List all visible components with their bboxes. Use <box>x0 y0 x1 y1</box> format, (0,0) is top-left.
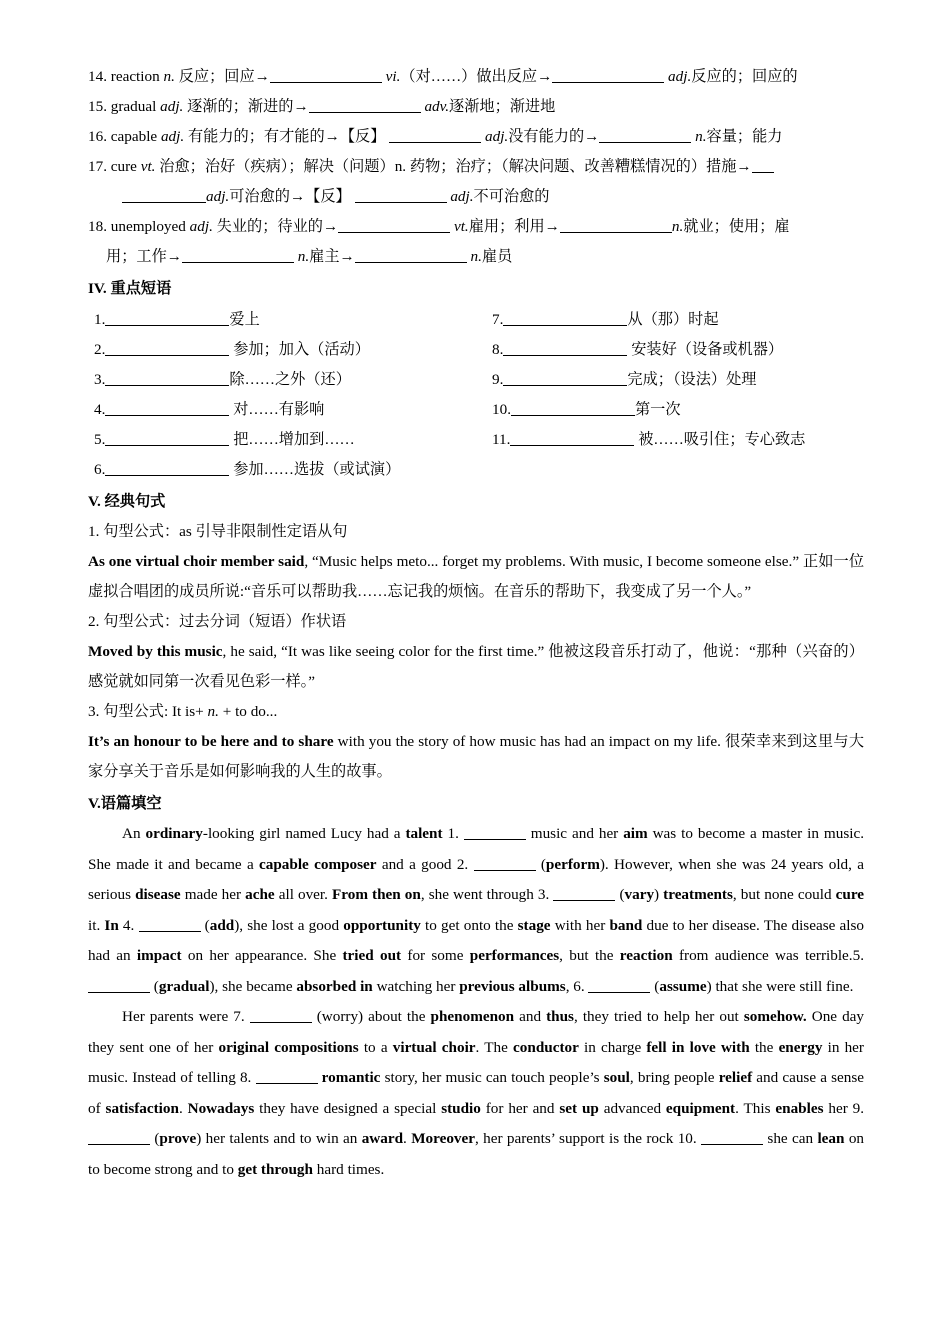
pos-tag: adj. <box>206 188 230 205</box>
cloze-keyword: disease <box>135 886 181 903</box>
answer-blank[interactable] <box>338 219 450 233</box>
headword: unemployed <box>110 218 186 235</box>
answer-blank[interactable] <box>309 99 421 113</box>
cloze-text: was to become a master in music. She made it and became a <box>88 825 864 873</box>
phrase-meaning: 第一次 <box>634 401 681 418</box>
cloze-keyword: treatments <box>663 886 733 903</box>
cloze-keyword: satisfaction <box>105 1099 179 1117</box>
cloze-blank[interactable] <box>553 887 615 901</box>
cloze-keyword: soul <box>603 1069 630 1086</box>
headword: gradual <box>110 98 157 115</box>
phrase-blank[interactable] <box>503 342 627 356</box>
pattern-example-3 <box>88 727 864 787</box>
cloze-keyword: impact <box>136 947 182 964</box>
cloze-text: ( <box>650 977 660 995</box>
phrase-row <box>94 455 494 485</box>
cloze-keyword: In <box>104 916 119 934</box>
cloze-text: . <box>178 1099 188 1117</box>
phrase-blank[interactable] <box>105 432 229 446</box>
cloze-text: it. <box>88 916 105 934</box>
cloze-text: for her and <box>480 1099 560 1117</box>
pattern-formula-1: 1. 句型公式：as 引导非限制性定语从句 <box>88 523 348 540</box>
gloss: 没有能力的→ <box>508 128 600 145</box>
cloze-text: hard times. <box>312 1160 385 1178</box>
phrase-meaning: 安装好（设备或机器） <box>631 341 784 358</box>
cloze-text: made her <box>180 886 246 903</box>
pattern-english: with you the story of how music has had an impact on my life. <box>333 733 726 750</box>
phrases-section <box>88 305 864 485</box>
pattern-english: , he said, “It was like seeing color for the first time.” <box>222 643 549 660</box>
cloze-text: in her music. Instead of telling 8. <box>88 1038 864 1086</box>
formula-suffix: + to do... <box>218 703 278 720</box>
formula-pos-tag: n. <box>207 703 219 720</box>
pattern-bold-lead: As one virtual choir member said <box>88 553 305 570</box>
cloze-text: , 6. <box>565 977 589 995</box>
cloze-blank[interactable] <box>464 826 526 840</box>
cloze-paragraph-2 <box>88 1002 864 1185</box>
cloze-text: story, her music can touch people’s <box>380 1069 604 1086</box>
cloze-keyword: equipment <box>665 1099 736 1117</box>
cloze-keyword: stage <box>517 916 551 934</box>
cloze-text: to a <box>358 1038 393 1056</box>
gloss: 失业的；待业的→ <box>216 218 339 235</box>
phrase-row <box>94 365 494 395</box>
cloze-text: ), she became <box>209 977 297 995</box>
answer-blank[interactable] <box>599 129 691 143</box>
cloze-text: 1. <box>442 825 464 842</box>
pattern-bold-lead: Moved by this music <box>88 643 223 660</box>
cloze-keyword: thus <box>546 1008 574 1025</box>
cloze-keyword: romantic <box>321 1069 381 1086</box>
pattern-example-2 <box>88 637 864 697</box>
cloze-keyword: capable composer <box>259 855 377 873</box>
phrase-meaning: 从（那）时起 <box>627 311 719 328</box>
cloze-keyword: previous albums <box>459 977 566 995</box>
phrase-blank[interactable] <box>511 402 635 416</box>
item-number: 17. <box>88 158 107 175</box>
cloze-text: on her appearance. She <box>181 947 343 964</box>
cloze-text: on to become strong and to <box>88 1130 865 1178</box>
phrase-number: 8. <box>492 341 504 358</box>
gloss: 逐渐地；渐进地 <box>449 98 556 115</box>
cloze-keyword: lean <box>817 1130 845 1147</box>
phrase-meaning: 除……之外（还） <box>229 371 351 388</box>
cloze-blank[interactable] <box>701 1131 763 1145</box>
pos-tag: vt. <box>140 158 156 175</box>
cloze-text: , but the <box>559 947 620 964</box>
phrase-number: 3. <box>94 371 106 388</box>
pos-tag: n. <box>163 68 175 85</box>
pos-tag: adj. <box>160 128 185 145</box>
cloze-text: they have designed a special <box>254 1099 442 1117</box>
cloze-paragraph-1 <box>88 819 864 1002</box>
answer-blank[interactable] <box>355 189 447 203</box>
cloze-keyword: get through <box>237 1160 313 1178</box>
cloze-keyword: fell in love with <box>646 1038 750 1056</box>
cloze-text: ). However, when she was 24 years old, a serious <box>88 855 864 903</box>
phrase-number: 9. <box>492 371 504 388</box>
cloze-text: ), she lost a good <box>234 916 344 934</box>
cloze-text: to get onto the <box>420 916 518 934</box>
pos-tag: n. <box>671 218 684 235</box>
answer-blank[interactable] <box>182 249 294 263</box>
gloss: 可治愈的→【反】 <box>229 188 351 205</box>
cloze-text: from audience was terrible.5. <box>672 947 864 964</box>
pattern-chinese: 他被这段音乐打动了，他说：“那种（兴奋的）感觉就如同第一次看见色彩一样。” <box>88 643 864 690</box>
cloze-text: An <box>122 825 146 842</box>
phrase-number: 10. <box>492 401 511 418</box>
pos-tag: adj. <box>668 68 692 85</box>
cloze-text: and <box>514 1008 547 1025</box>
cloze-blank[interactable] <box>474 857 536 871</box>
gloss: 雇用；利用→ <box>468 218 560 235</box>
pos-tag: adj. <box>485 128 509 145</box>
cloze-keyword: talent <box>405 825 443 842</box>
phrase-meaning: 参加；加入（活动） <box>233 341 370 358</box>
cloze-text: with her <box>550 916 610 934</box>
phrase-meaning: 被……吸引住；专心致志 <box>638 431 806 448</box>
cloze-keyword: Moreover <box>411 1130 476 1147</box>
cloze-keyword: ordinary <box>145 825 203 842</box>
cloze-keyword: band <box>609 916 643 934</box>
pattern-example-1 <box>88 547 864 607</box>
answer-blank[interactable] <box>355 249 467 263</box>
gloss: 雇员 <box>481 248 513 265</box>
gloss: 反应的；回应的 <box>691 68 798 85</box>
headword: reaction <box>110 68 160 85</box>
gloss: 治愈；治好（疾病）；解决（问题） <box>159 158 395 175</box>
cloze-blank[interactable] <box>250 1009 312 1023</box>
gloss-secondary: n. 药物；治疗；（解决问题、改善糟糕情况的）措施→ <box>394 158 752 175</box>
cloze-keyword: phenomenon <box>430 1008 515 1025</box>
cloze-text: watching her <box>372 977 460 995</box>
phrase-meaning: 完成；（设法）处理 <box>627 371 757 388</box>
cloze-text: due to her disease. The disease also had an <box>88 916 864 964</box>
phrases-right-column <box>492 305 872 455</box>
cloze-text: ( <box>615 886 625 903</box>
phrase-meaning: 参加……选拔（或试演） <box>233 461 401 478</box>
cloze-keyword: prove <box>159 1130 197 1147</box>
cloze-keyword: tried out <box>342 947 402 964</box>
cloze-text: , they tried to help her out <box>573 1008 744 1025</box>
pos-tag: vi. <box>385 68 401 85</box>
cloze-keyword: aim <box>623 825 648 842</box>
word-item-18-cont <box>88 242 864 272</box>
cloze-keyword: opportunity <box>343 916 421 934</box>
item-number: 15. <box>88 98 107 115</box>
phrase-blank[interactable] <box>510 432 634 446</box>
phrase-number: 6. <box>94 461 106 478</box>
pos-tag: adj. <box>189 218 213 235</box>
phrase-row <box>94 425 494 455</box>
cloze-text: music and her <box>525 825 624 842</box>
cloze-text: . The <box>475 1038 514 1056</box>
item-number: 14. <box>88 68 107 85</box>
pos-tag: adj. <box>450 188 474 205</box>
cloze-text: her 9. <box>823 1099 865 1117</box>
pattern-chinese: 正如一位虚拟合唱团的成员所说:“音乐可以帮助我……忘记我的烦恼。在音乐的帮助下，我变成了另一个人。” <box>88 553 865 600</box>
cloze-text: , her parents’ support is the rock 10. <box>475 1130 702 1147</box>
cloze-section-heading: V.语篇填空 <box>88 795 162 812</box>
phrase-row <box>94 305 494 335</box>
cloze-keyword: assume <box>659 977 707 995</box>
pos-tag: adj. <box>160 98 184 115</box>
phrase-blank[interactable] <box>105 312 229 326</box>
cloze-keyword: conductor <box>513 1038 579 1056</box>
pattern-english: , “Music helps meto... forget my problems. With music, I become someone else.” <box>304 553 803 570</box>
cloze-keyword: perform <box>545 855 600 873</box>
cloze-keyword: enables <box>775 1099 824 1117</box>
pos-tag: adv. <box>424 98 450 115</box>
cloze-text: One day they sent one of her <box>88 1008 864 1056</box>
word-item-15 <box>88 92 864 122</box>
cloze-text: for some <box>401 947 470 964</box>
cloze-text: , bring people <box>629 1069 719 1086</box>
gloss: 不可治愈的 <box>473 188 550 205</box>
cloze-keyword: vary <box>624 886 655 903</box>
pattern-formula-2: 2. 句型公式：过去分词（短语）作状语 <box>88 613 347 630</box>
phrase-row <box>492 395 872 425</box>
answer-blank[interactable] <box>752 159 774 173</box>
cloze-keyword: Nowadays <box>187 1099 255 1117</box>
patterns-section-heading: V. 经典句式 <box>88 493 166 510</box>
cloze-text: ) that she were still fine. <box>706 977 854 995</box>
answer-blank[interactable] <box>552 69 664 83</box>
phrase-number: 5. <box>94 431 106 448</box>
phrase-row <box>492 335 872 365</box>
gloss: （对……）做出反应→ <box>400 68 553 85</box>
cloze-text: ( <box>200 916 210 934</box>
answer-blank[interactable] <box>389 129 481 143</box>
gloss: 逐渐的；渐进的→ <box>187 98 309 115</box>
formula-prefix: 3. 句型公式: It is+ <box>88 703 208 720</box>
cloze-blank[interactable] <box>139 918 201 932</box>
phrase-meaning: 爱上 <box>229 311 260 328</box>
phrase-row <box>492 365 872 395</box>
cloze-blank[interactable] <box>256 1070 318 1084</box>
phrase-number: 11. <box>492 431 511 448</box>
cloze-blank[interactable] <box>88 979 150 993</box>
cloze-blank[interactable] <box>88 1131 150 1145</box>
gloss: 雇主→ <box>309 248 355 265</box>
phrase-row <box>94 335 494 365</box>
phrase-blank[interactable] <box>105 342 229 356</box>
word-item-16 <box>88 122 864 152</box>
cloze-text: ( <box>150 1130 160 1147</box>
word-item-14 <box>88 62 864 92</box>
cloze-keyword: virtual choir <box>392 1038 476 1056</box>
phrase-blank[interactable] <box>105 402 229 416</box>
cloze-text: . <box>403 1130 412 1147</box>
word-item-18 <box>88 212 864 242</box>
pos-tag: n. <box>470 248 482 265</box>
cloze-text: and cause a sense of <box>88 1069 865 1117</box>
phrase-number: 2. <box>94 341 106 358</box>
cloze-text: in charge <box>578 1038 647 1056</box>
cloze-text: ( <box>535 855 546 873</box>
cloze-keyword: ache <box>245 886 275 903</box>
cloze-text: ) <box>654 886 664 903</box>
worksheet-page <box>88 62 864 1185</box>
cloze-keyword: set up <box>559 1099 599 1117</box>
gloss: 容量；能力 <box>706 128 783 145</box>
word-formation-section <box>88 62 864 272</box>
cloze-text: . This <box>735 1099 776 1117</box>
phrase-blank[interactable] <box>105 462 229 476</box>
item-number: 18. <box>88 218 107 235</box>
cloze-keyword: original compositions <box>218 1038 359 1056</box>
cloze-keyword: gradual <box>158 977 210 995</box>
gloss-head: 就业；使用；雇 <box>683 218 790 235</box>
cloze-text: she can <box>763 1130 818 1147</box>
phrase-meaning: 对……有影响 <box>233 401 325 418</box>
pos-tag: n. <box>297 248 310 265</box>
phrase-number: 4. <box>94 401 106 418</box>
phrase-blank[interactable] <box>105 372 229 386</box>
gloss-tail: 用；工作→ <box>106 248 182 265</box>
cloze-text: , she went through 3. <box>420 886 554 903</box>
pos-tag: vt. <box>453 218 469 235</box>
phrase-row <box>492 305 872 335</box>
cloze-text: ( <box>150 977 159 995</box>
phrase-number: 7. <box>492 311 504 328</box>
cloze-blank[interactable] <box>588 979 650 993</box>
phrase-meaning: 把……增加到…… <box>233 431 355 448</box>
cloze-keyword: somehow. <box>743 1008 807 1025</box>
cloze-text: all over. <box>274 886 332 903</box>
cloze-text: ) her talents and to win an <box>196 1130 362 1147</box>
cloze-keyword: relief <box>718 1069 753 1086</box>
answer-blank[interactable] <box>560 219 672 233</box>
cloze-keyword: reaction <box>619 947 673 964</box>
cloze-keyword: award <box>361 1130 404 1147</box>
cloze-text: , but none could <box>732 886 836 903</box>
cloze-keyword: absorbed in <box>296 977 373 995</box>
answer-blank[interactable] <box>270 69 382 83</box>
pattern-formula-3 <box>88 697 864 727</box>
cloze-keyword: cure <box>835 886 865 903</box>
cloze-keyword: studio <box>441 1099 481 1117</box>
cloze-text: -looking girl named Lucy had a <box>202 825 406 842</box>
phrases-left-column <box>94 305 494 485</box>
cloze-text: the <box>749 1038 779 1056</box>
cloze-keyword: performances <box>469 947 560 964</box>
cloze-text: and a good 2. <box>376 855 474 873</box>
gloss: 有能力的；有才能的→【反】 <box>187 128 386 145</box>
cloze-keyword: From then on <box>332 886 421 903</box>
headword: cure <box>110 158 137 175</box>
cloze-keyword: energy <box>778 1038 823 1056</box>
item-number: 16. <box>88 128 107 145</box>
word-item-17 <box>88 152 864 182</box>
phrase-row <box>492 425 872 455</box>
cloze-text: Her parents were 7. <box>122 1008 250 1025</box>
phrase-number: 1. <box>94 311 106 328</box>
word-item-17-cont <box>88 182 864 212</box>
cloze-text: 4. <box>118 916 139 934</box>
phrase-blank[interactable] <box>503 312 627 326</box>
cloze-text: (worry) about the <box>311 1008 431 1025</box>
cloze-keyword: add <box>209 916 235 934</box>
phrase-blank[interactable] <box>503 372 627 386</box>
gloss: 反应；回应→ <box>178 68 270 85</box>
pattern-chinese: 很荣幸来到这里与大家分享关于音乐是如何影响我的人生的故事。 <box>88 733 865 780</box>
headword: capable <box>110 128 158 145</box>
phrase-row <box>94 395 494 425</box>
pattern-bold-lead: It’s an honour to be here and to share <box>88 733 334 750</box>
phrases-section-heading: IV. 重点短语 <box>88 280 172 297</box>
pos-tag: n. <box>695 128 707 145</box>
answer-blank[interactable] <box>122 189 206 203</box>
cloze-text: advanced <box>598 1099 666 1117</box>
